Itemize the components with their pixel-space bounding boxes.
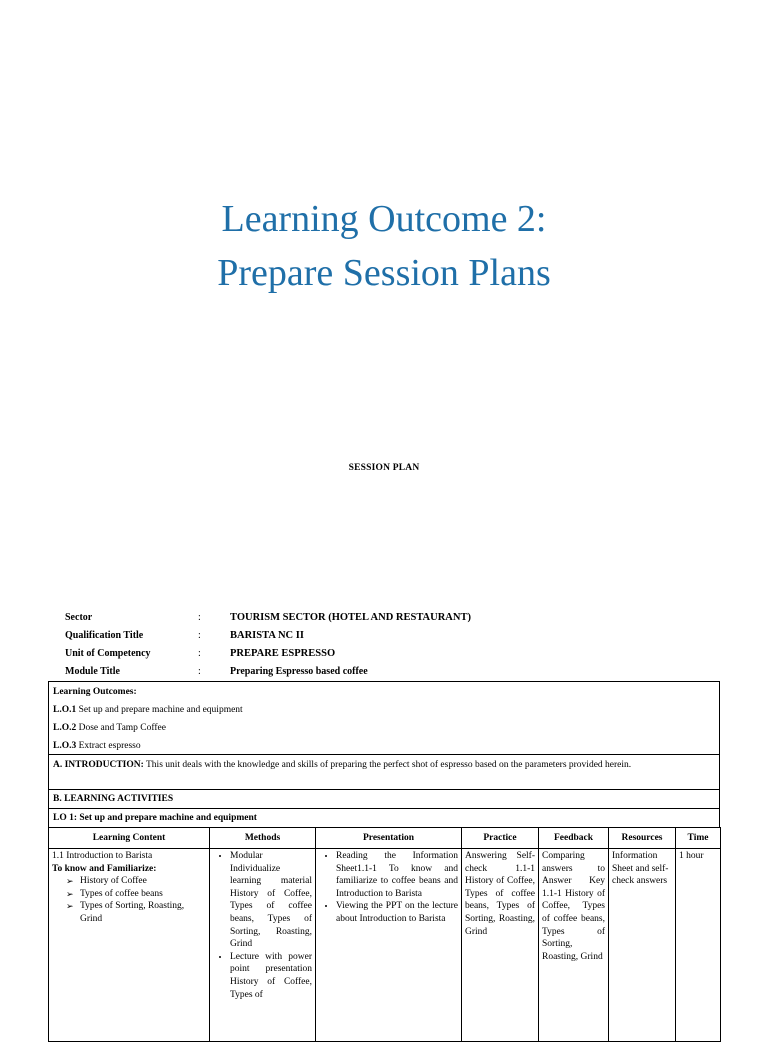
title-line-2: Prepare Session Plans <box>217 252 551 294</box>
meta-key: Sector <box>65 611 93 623</box>
list-item: • Modular Individualize learning material History of Coffee, Types of coffee beans, Types of Sorting, Roasting, Grind <box>230 850 312 951</box>
learning-activities-table <box>48 827 721 1042</box>
list-item: ➢ Types of Sorting, Roasting, Grind <box>80 900 206 925</box>
lo-text: Dose and Tamp Coffee <box>76 723 166 733</box>
meta-value: BARISTA NC II <box>230 629 304 641</box>
meta-colon: : <box>198 647 201 659</box>
lo-text: Extract espresso <box>76 741 141 751</box>
meta-colon: : <box>198 665 201 677</box>
meta-row-unit <box>65 644 471 662</box>
cell-presentation <box>316 849 462 1042</box>
header-feedback: Feedback <box>539 828 609 849</box>
introduction-label: A. INTRODUCTION: <box>53 760 144 770</box>
content-list <box>52 875 206 925</box>
presentation-list <box>319 850 458 926</box>
methods-list <box>213 850 312 1001</box>
lo1-heading: LO 1: Set up and prepare machine and equipment <box>48 808 720 828</box>
meta-key: Qualification Title <box>65 629 144 641</box>
cell-learning-content <box>49 849 210 1042</box>
list-item: • Reading the Information Sheet1.1-1 To know and familiarize to coffee beans and Introduction to Barista <box>336 850 458 900</box>
content-subheading: To know and Familiarize: <box>52 863 157 874</box>
learning-outcome-item <box>53 702 715 720</box>
meta-row-module <box>65 662 471 680</box>
lo-text: Set up and prepare machine and equipment <box>76 705 243 715</box>
content-topic: 1.1 Introduction to Barista <box>52 851 153 861</box>
header-resources: Resources <box>609 828 676 849</box>
header-practice: Practice <box>462 828 539 849</box>
meta-value: TOURISM SECTOR (HOTEL AND RESTAURANT) <box>230 611 471 623</box>
cell-time: 1 hour <box>676 849 721 1042</box>
meta-key: Unit of Competency <box>65 647 151 659</box>
introduction-text: This unit deals with the knowledge and skills of preparing the perfect shot of espresso based on the parameters provided herein. <box>143 760 632 770</box>
introduction-box <box>48 754 720 790</box>
list-item: ➢ Types of coffee beans <box>80 888 206 901</box>
lo-code: L.O.3 <box>53 741 77 751</box>
meta-colon: : <box>198 611 201 623</box>
header-presentation: Presentation <box>316 828 462 849</box>
document-title <box>0 192 768 300</box>
meta-row-sector <box>65 608 471 626</box>
meta-value: Preparing Espresso based coffee <box>230 665 368 677</box>
cell-feedback: Comparing answers to Answer Key 1.1-1 History of Coffee, Types of coffee beans, Types of Sorting, Roasting, Grind <box>539 849 609 1042</box>
meta-key: Module Title <box>65 665 120 677</box>
learning-outcome-item <box>53 720 715 738</box>
meta-row-qualification <box>65 626 471 644</box>
list-item: ➢ History of Coffee <box>80 875 206 888</box>
header-learning-content: Learning Content <box>49 828 210 849</box>
header-methods: Methods <box>210 828 316 849</box>
lo-code: L.O.2 <box>53 723 77 733</box>
learning-activities-heading: B. LEARNING ACTIVITIES <box>48 789 720 809</box>
cell-methods <box>210 849 316 1042</box>
table-row <box>49 849 721 1042</box>
lo-code: L.O.1 <box>53 705 77 715</box>
meta-value: PREPARE ESPRESSO <box>230 647 336 659</box>
session-plan-label: SESSION PLAN <box>348 463 420 473</box>
cell-practice: Answering Self-check 1.1-1 History of Coffee, Types of coffee beans, Types of Sorting, Roasting, Grind <box>462 849 539 1042</box>
cell-resources: Information Sheet and self-check answers <box>609 849 676 1042</box>
table-header-row <box>49 828 721 849</box>
list-item: • Lecture with power point presentation History of Coffee, Types of <box>230 951 312 1001</box>
title-line-1: Learning Outcome 2: <box>221 198 547 240</box>
list-item: • Viewing the PPT on the lecture about Introduction to Barista <box>336 900 458 925</box>
meta-colon: : <box>198 629 201 641</box>
session-meta <box>65 608 471 680</box>
learning-outcomes-box <box>48 681 720 755</box>
header-time: Time <box>676 828 721 849</box>
learning-outcomes-heading: Learning Outcomes: <box>53 687 137 697</box>
